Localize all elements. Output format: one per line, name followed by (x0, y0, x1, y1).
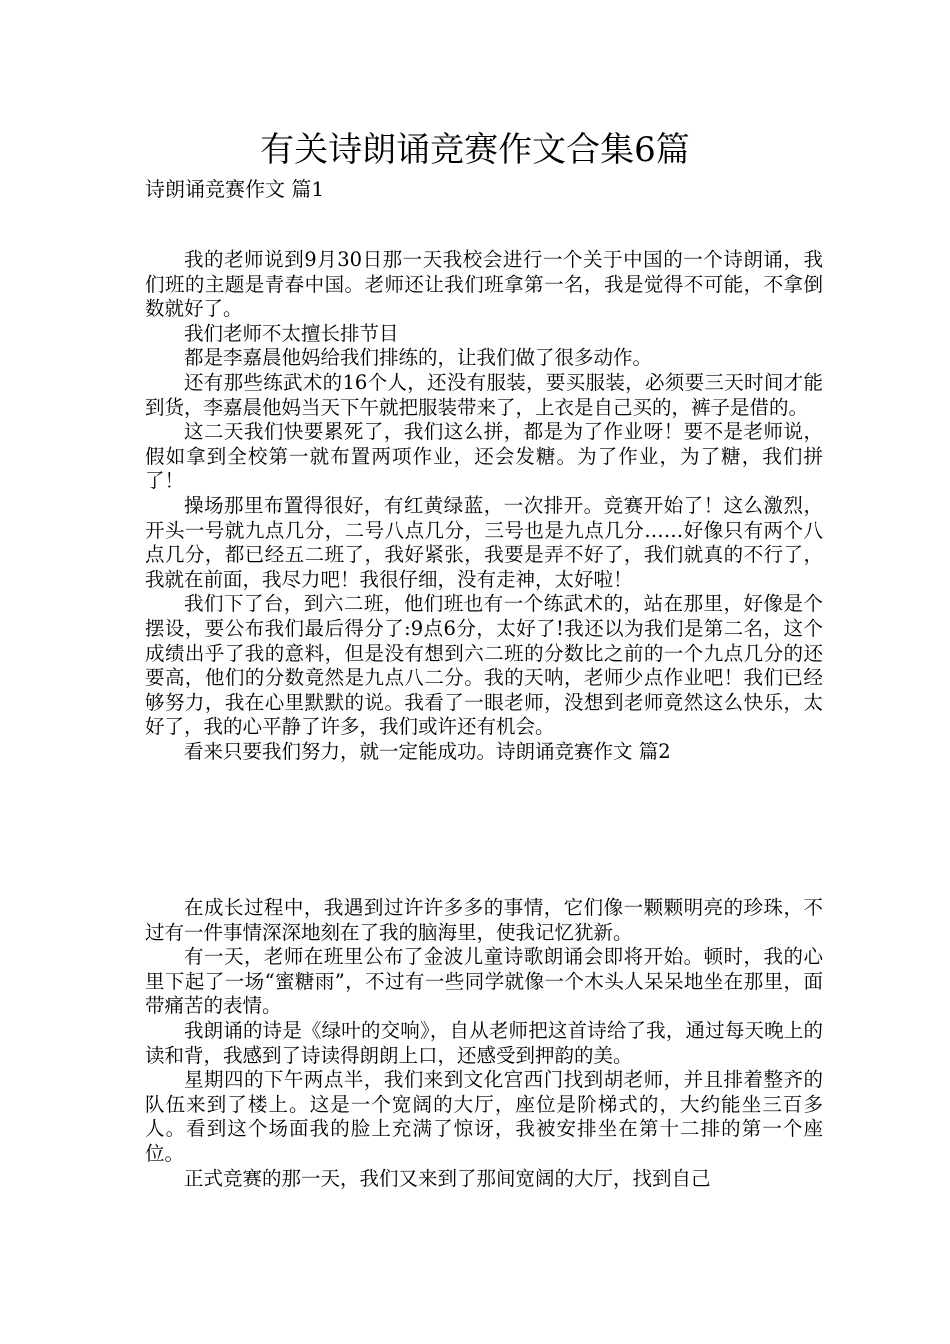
document-title: 有关诗朗诵竞赛作文合集6篇 (260, 130, 690, 170)
paragraph: 有一天，老师在班里公布了金波儿童诗歌朗诵会即将开始。顿时，我的心里下起了一场“蜜糖雨”，不过有一些同学就像一个木头人呆呆地坐在那里，面带痛苦的表情。 (145, 945, 823, 1018)
article-1-body (145, 248, 823, 764)
paragraph: 我们下了台，到六二班，他们班也有一个练武术的，站在那里，好像是个摆设，要公布我们最后得分了:9点6分，太好了!我还以为我们是第二名，这个成绩出乎了我的意料，但是没有想到六二班的分数比之前的一个九点几分的还要高，他们的分数竟然是九点八二分。我的天呐，老师少点作业吧！我们已经够努力，我在心里默默的说。我看了一眼老师，没想到老师竟然这么快乐，太好了，我的心平静了许多，我们或许还有机会。 (145, 592, 823, 739)
paragraph: 我朗诵的诗是《绿叶的交响》，自从老师把这首诗给了我，通过每天晚上的读和背，我感到了诗读得朗朗上口，还感受到押韵的美。 (145, 1018, 823, 1067)
paragraph: 都是李嘉晨他妈给我们排练的，让我们做了很多动作。 (184, 346, 653, 370)
paragraph: 星期四的下午两点半，我们来到文化宫西门找到胡老师，并且排着整齐的队伍来到了楼上。这是一个宽阔的大厅，座位是阶梯式的，大约能坐三百多人。看到这个场面我的脸上充满了惊讶，我被安排坐在第十二排的第一个座位。 (145, 1068, 823, 1165)
paragraph-with-next-heading: 看来只要我们努力，就一定能成功。诗朗诵竞赛作文 篇2 (184, 739, 671, 763)
paragraph: 这二天我们快要累死了，我们这么拼，都是为了作业呀！要不是老师说，假如拿到全校第一就布置两项作业，还会发糖。为了作业，为了糖，我们拼了！ (145, 420, 823, 493)
paragraph: 我们老师不太擅长排节目 (184, 321, 399, 345)
paragraph: 正式竞赛的那一天，我们又来到了那间宽阔的大厅，找到自己 (184, 1166, 711, 1190)
paragraph: 操场那里布置得很好，有红黄绿蓝，一次排开。竞赛开始了！这么激烈，开头一号就九点几分，二号八点几分，三号也是九点几分……好像只有两个八点几分，都已经五二班了，我好紧张，我要是弄不好了，我们就真的不行了，我就在前面，我尽力吧！我很仔细，没有走神，太好啦！ (145, 493, 823, 591)
paragraph: 在成长过程中，我遇到过许许多多的事情，它们像一颗颗明亮的珍珠，不过有一件事情深深地刻在了我的脑海里，使我记忆犹新。 (145, 896, 823, 944)
paragraph: 还有那些练武术的16个人，还没有服装，要买服装，必须要三天时间才能到货，李嘉晨他妈当天下午就把服装带来了，上衣是自己买的，裤子是借的。 (145, 370, 823, 419)
article-1-heading: 诗朗诵竞赛作文 篇1 (145, 177, 325, 201)
article-2-body (145, 896, 823, 1191)
paragraph: 我的老师说到9月30日那一天我校会进行一个关于中国的一个诗朗诵，我们班的主题是青春中国。老师还让我们班拿第一名，我是觉得不可能，不拿倒数就好了。 (145, 248, 823, 321)
